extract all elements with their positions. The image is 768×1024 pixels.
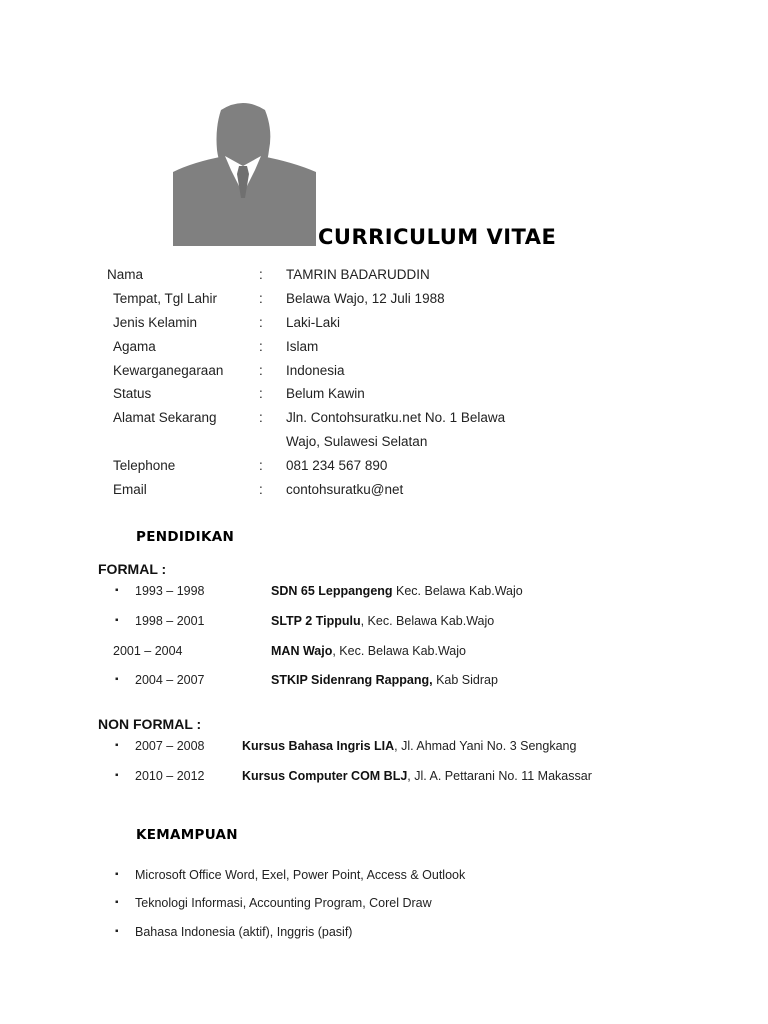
bullet-icon: ▪	[115, 740, 119, 751]
pendidikan-heading: PENDIDIKAN	[136, 529, 235, 545]
kemampuan-heading: KEMAMPUAN	[136, 827, 238, 843]
nonformal-label: NON FORMAL :	[98, 716, 202, 732]
education-years: 1993 – 1998	[135, 584, 205, 598]
field-value: Jln. Contohsuratku.net No. 1 Belawa	[286, 410, 506, 425]
education-institution	[271, 613, 494, 629]
field-label: Tempat, Tgl Lahir	[113, 291, 218, 306]
skill-item: Microsoft Office Word, Exel, Power Point, Access & Outlook	[135, 868, 466, 882]
bullet-icon: ▪	[115, 897, 119, 908]
field-colon: :	[259, 363, 263, 378]
institution-detail: , Kec. Belawa Kab.Wajo	[332, 644, 466, 658]
field-colon: :	[259, 410, 263, 425]
education-institution	[271, 672, 498, 688]
field-label: Kewarganegaraan	[113, 363, 224, 378]
field-value-continued: Wajo, Sulawesi Selatan	[286, 434, 428, 449]
field-label: Alamat Sekarang	[113, 410, 217, 425]
course-years: 2010 – 2012	[135, 769, 205, 783]
skill-item: Bahasa Indonesia (aktif), Inggris (pasif)	[135, 925, 353, 939]
field-colon: :	[259, 482, 263, 497]
page-title: CURRICULUM VITAE	[318, 225, 557, 249]
course-entry	[242, 738, 576, 754]
bullet-icon: ▪	[115, 585, 119, 596]
bullet-icon: ▪	[115, 770, 119, 781]
field-colon: :	[259, 339, 263, 354]
institution-detail: Kab Sidrap	[432, 673, 498, 687]
education-institution	[271, 583, 523, 599]
field-label: Status	[113, 386, 152, 401]
bullet-icon: ▪	[115, 674, 119, 685]
institution-detail: Kec. Belawa Kab.Wajo	[392, 584, 523, 598]
formal-label: FORMAL :	[98, 561, 167, 577]
course-name: Kursus Bahasa Ingris LIA	[242, 739, 395, 753]
institution-name: MAN Wajo	[271, 644, 333, 658]
field-label: Jenis Kelamin	[113, 315, 198, 330]
education-years: 2004 – 2007	[135, 673, 205, 687]
field-value: Indonesia	[286, 363, 345, 378]
bullet-icon: ▪	[115, 869, 119, 880]
institution-detail: , Kec. Belawa Kab.Wajo	[360, 614, 495, 628]
field-label: Email	[113, 482, 147, 497]
bullet-icon: ▪	[115, 926, 119, 937]
field-colon: :	[259, 267, 263, 282]
field-value: Belawa Wajo, 12 Juli 1988	[286, 291, 445, 306]
field-value: Belum Kawin	[286, 386, 365, 401]
field-value: contohsuratku@net	[286, 482, 404, 497]
institution-name: SLTP 2 Tippulu	[271, 614, 361, 628]
course-name: Kursus Computer COM BLJ	[242, 769, 408, 783]
field-label: Nama	[107, 267, 144, 282]
field-value: Laki-Laki	[286, 315, 341, 330]
skill-item: Teknologi Informasi, Accounting Program, Corel Draw	[135, 896, 432, 910]
institution-name: STKIP Sidenrang Rappang,	[271, 673, 433, 687]
course-entry	[242, 768, 592, 784]
course-detail: , Jl. Ahmad Yani No. 3 Sengkang	[394, 739, 577, 753]
field-value: TAMRIN BADARUDDIN	[286, 267, 430, 282]
field-colon: :	[259, 291, 263, 306]
field-colon: :	[259, 315, 263, 330]
education-years: 2001 – 2004	[113, 644, 183, 658]
course-detail: , Jl. A. Pettarani No. 11 Makassar	[407, 769, 592, 783]
profile-silhouette-icon	[173, 100, 316, 246]
field-value: 081 234 567 890	[286, 458, 388, 473]
education-institution	[271, 643, 466, 659]
course-years: 2007 – 2008	[135, 739, 205, 753]
field-colon: :	[259, 386, 263, 401]
field-colon: :	[259, 458, 263, 473]
field-label: Telephone	[113, 458, 176, 473]
institution-name: SDN 65 Leppangeng	[271, 584, 393, 598]
field-value: Islam	[286, 339, 319, 354]
education-years: 1998 – 2001	[135, 614, 205, 628]
field-label: Agama	[113, 339, 156, 354]
bullet-icon: ▪	[115, 615, 119, 626]
